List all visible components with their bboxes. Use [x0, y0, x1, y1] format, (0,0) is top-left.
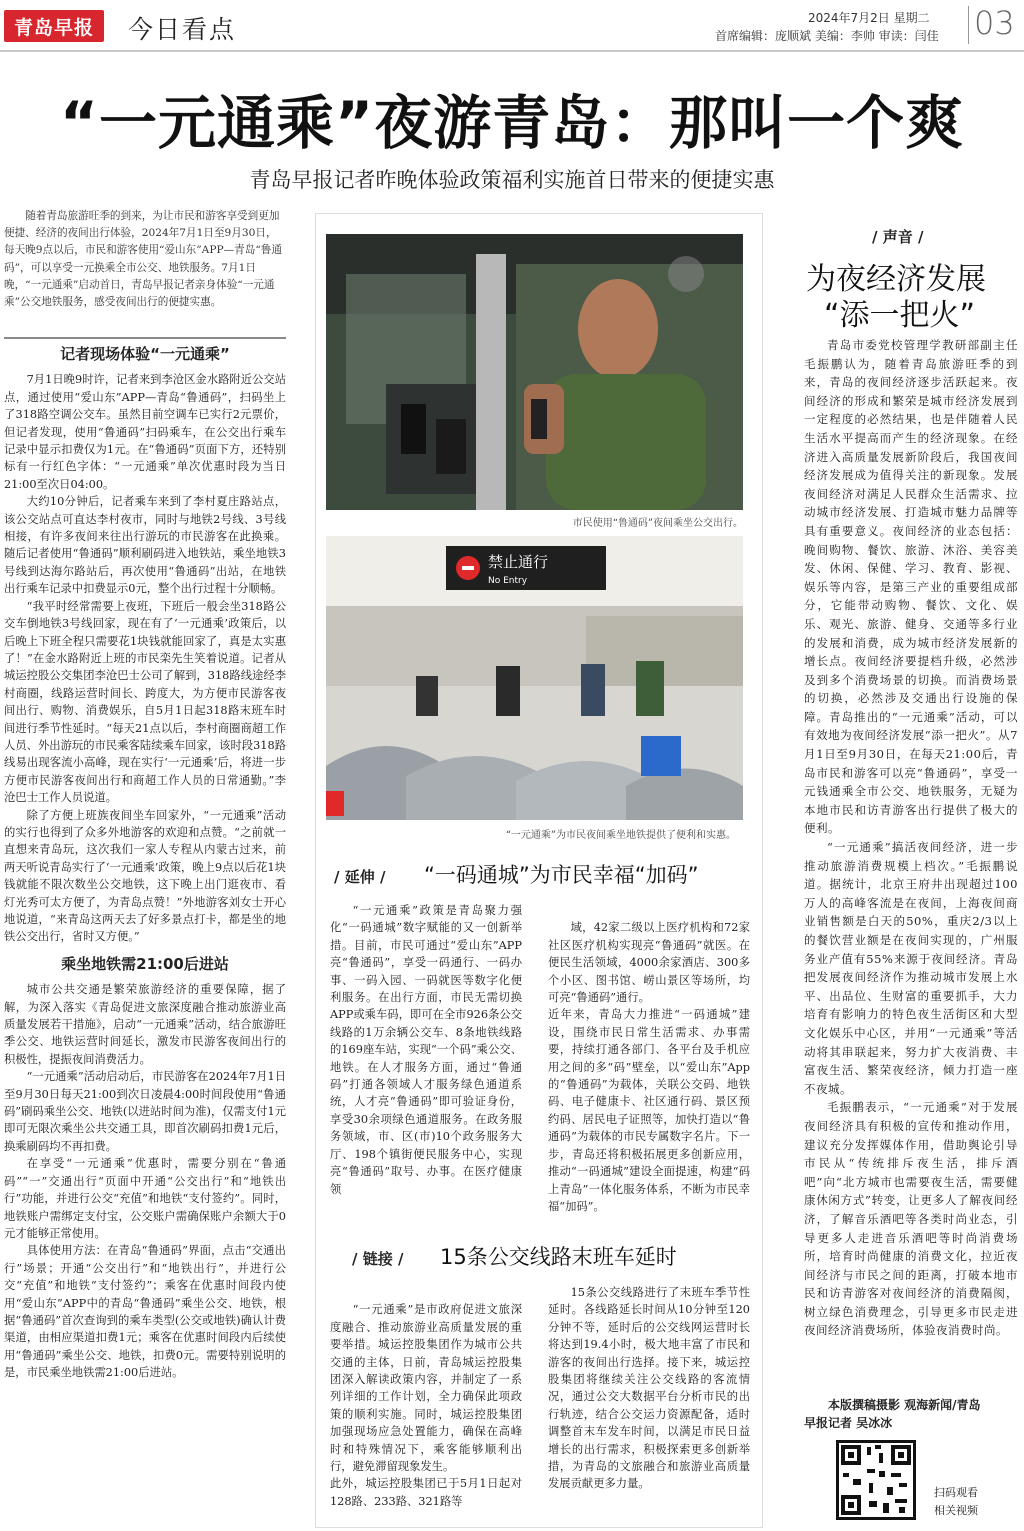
paragraph: “一元通乘”搞活夜间经济，进一步推动旅游消费规模上档次。”毛振鹏说道。据统计，北京王府井出现超过100万人的高峰客流是在夜间，上海夜间商业销售额是白天的50%，重庆2/3以上的餐饮营业额是在夜间实现的，广州服务业产值有55%来源于夜间经济。青岛把发展夜间经济作为推动城市发展上水平、出品位、生财富的重要抓手，大力培育有影响力的特色夜生活街区和大型文化娱乐中心区，并用“一元通乘”等活动将其串联起来，努力扩大夜消费、丰富夜生活、繁荣夜经济，倾力打造一座不夜城。: [804, 840, 1018, 1096]
editor-credits: 首席编辑：庞顺斌 美编：李帅 审读：闫佳: [715, 29, 939, 43]
newspaper-logo: 青岛早报: [4, 10, 104, 42]
byline-1: 本版撰稿摄影 观海新闻/青岛: [828, 1398, 981, 1412]
right-article-column: [804, 336, 1018, 1394]
lead-paragraph: [4, 208, 286, 336]
box1-tag: / 延伸 /: [334, 868, 386, 886]
lead-text: 随着青岛旅游旺季的到来，为让市民和游客享受到更加便捷、经济的夜间出行体验，2024年7月1日至9月30日，每天晚9点以后，市民和游客使用“爱山东”APP—青岛“鲁通码”，可以享受一元换乘全市公交、地铁服务。7月1日晚，“一元通乘”启动首日，青岛早报记者亲身体验“一元通乘”公交地铁服务，感受夜间出行的便捷实惠。: [4, 210, 282, 309]
no-entry-sign-text: 禁止通行: [488, 553, 549, 571]
voice-tag-label: 声音: [882, 228, 913, 246]
paragraph: 7月1日晚9时许，记者来到李沧区金水路附近公交站点，通过使用“爱山东”APP—青岛“鲁通码”，扫码坐上了318路空调公交车。虽然目前空调车已实行2元票价，但记者发现，使用“鲁通码”扫码乘车，在公交出行乘车记录中显示扣费仅为1元。在“鲁通码”页面下方，还特别标有一行红色字体：“一元通乘”单次优惠时段为当日21:00至次日04:00。: [4, 373, 286, 491]
lead-separator: [4, 337, 286, 339]
box1-col-left: [330, 902, 522, 1222]
paragraph: 青岛市委党校管理学教研部副主任毛振鹏认为，随着青岛旅游旺季的到来，青岛的夜间经济逐步活跃起来。夜间经济的形成和繁荣是城市经济发展到一定程度的必然结果，也是伴随着人民生活水平提高而产生的经济现象。在经济进入高质量发展新阶段后，我国夜间经济发展成为值得关注的新现象。发展夜间经济对满足人民群众生活需求、拉动城市经济发展、打造城市魅力品牌等具有重要意义。夜间经济的业态包括：晚间购物、餐饮、旅游、沐浴、美容美发、休闲、保健、学习、教育、影视、娱乐等内容，是第三产业的重要组成部分，它能带动购物、餐饮、文化、娱乐、观光、旅游、健身、交通等多行业的发展和消费，成为城市经济发展新的增长点。夜间经济要提档升级，必然涉及到多个消费场景的切换。而消费场景的切换，必然涉及交通出行设施的保障。青岛推出的“一元通乘”活动，可以有效地为夜间经济发展“添一把火”。从7月1日至9月30日，在每天21:00后，青岛市民和游客可以亮“鲁通码”，享受一元钱通乘全市公交、地铁服务，无疑为本地市民和访青游客出行提供了极大的便利。: [804, 338, 1018, 836]
header-rule: [0, 50, 1024, 52]
no-entry-sign-en: No Entry: [488, 576, 528, 586]
bus-photo: [326, 234, 743, 510]
left-article-column: [4, 346, 286, 1528]
qr-label-1: 扫码观看: [934, 1486, 978, 1499]
header-divider: [968, 6, 969, 44]
box1-col-right: [548, 902, 750, 1222]
box1-title: “一码通城”为市民幸福“加码”: [424, 863, 699, 887]
paragraph: “一元通乘”活动启动后，市民游客在2024年7月1日至9月30日每天21:00到次日凌晨4:00时间段使用“鲁通码”刷码乘坐公交、地铁(以进站时间为准)，仅需支付1元即可无限次乘坐公共交通工具，即首次刷码扣费1元后，换乘刷码均不再扣费。: [4, 1070, 286, 1153]
box1-text-left: “一元通乘”政策是青岛聚力强化“一码通城”数字赋能的又一创新举措。目前，市民可通过“爱山东”APP亮“鲁通码”，享受一码通行、一码办事、一码入园、一码就医等数字化便利服务。在出行方面，市民无需切换APP或乘车码，即可在全市926条公交线路的1万余辆公交车、8条地铁线路的169座车站，实现“一个码”乘公交、地铁。在人才服务方面，通过“鲁通码”打通各领域人才服务绿色通道系统，人才亮“鲁通码”即可验证身份，享受30余项绿色通道服务。在政务服务领域，市、区(市)10个政务服务大厅、198个镇街便民服务中心，实现亮“鲁通码”取号、办事。在医疗健康领: [330, 904, 522, 1196]
metro-photo-caption: “一元通乘”为市民夜间乘坐地铁提供了便利和实惠。: [505, 830, 736, 841]
box2-tag: / 链接 /: [352, 1250, 404, 1268]
bus-photo-caption: 市民使用“鲁通码”夜间乘坐公交出行。: [572, 518, 743, 529]
box2-col-left: [330, 1284, 522, 1524]
voice-tag: / 声音 /: [872, 228, 924, 246]
paragraph: 大约10分钟后，记者乘车来到了李村夏庄路站点，该公交站点可直达李村夜市，同时与地铁2号线、3号线相接，有许多夜间来往出行游玩的市民游客在此换乘。随后记者使用“鲁通码”顺利刷码进入地铁站，乘坐地铁3号线到达海尔路站后，再次使用“鲁通码”出站，在地铁出行乘车记录中扣费显示0元，整个出行过程十分顺畅。: [4, 495, 286, 596]
byline-2: 早报记者 吴冰冰: [804, 1416, 893, 1430]
page-number: 03: [974, 4, 1015, 42]
box1-tag-label: 延伸: [344, 868, 375, 886]
paragraph: 城市公共交通是繁荣旅游经济的重要保障，据了解，为深入落实《青岛促进文旅深度融合推动旅游业高质量发展若干措施》，启动“一元通乘”活动，结合旅游旺季公交、地铁运营时间延长，激发市民游客夜间出行的积极性，提振夜间消费活力。: [4, 983, 286, 1066]
section-heading-metro: 乘坐地铁需21:00后进站: [61, 954, 229, 973]
right-title-line1: 为夜经济发展: [806, 262, 986, 297]
paragraph: 在享受“一元通乘”优惠时，需要分别在“鲁通码”“一”交通出行“页面中开通“公交出行”和“地铁出行”功能，并进行公交“充值”和地铁“支付签约”。同时，地铁账户需绑定支付宝，公交账户需确保账户余额大于0元才能够正常使用。: [4, 1157, 286, 1240]
box2-tag-label: 链接: [362, 1250, 393, 1268]
metro-photo-image: [326, 536, 743, 820]
box1-text-right: 域，42家二级以上医疗机构和72家社区医疗机构实现亮“鲁通码”就医。在便民生活领域，4000余家酒店、300多个小区、图书馆、崂山景区等场所，均可亮“鲁通码”通行。 近年来，青岛大力推进“一码通城”建设，围绕市民日常生活需求、办事需要，持续打通各部门、各平台及手机应用之间的多“码”壁垒，以“爱山东”App的“鲁通码”为载体，关联公交码、地铁码、电子健康卡、社区通行码、景区预约码、居民电子证照等，加快打造以“鲁通码”为载体的市民专属数字名片。下一步，青岛还将积极拓展更多创新应用，推动“一码通城”建设全面提速，构建“码上青岛”一体化服务体系，不断为市民幸福“加码”。: [548, 921, 750, 1213]
issue-date: 2024年7月2日 星期二: [808, 11, 930, 25]
qr-label-2: 相关视频: [934, 1504, 978, 1517]
paragraph: 除了方便上班族夜间坐车回家外，“一元通乘”活动的实行也得到了众多外地游客的欢迎和点赞。“之前就一直想来青岛玩，这次我们一家人专程从内蒙古过来，前两天听说青岛实行了‘一元通乘’政策，晚上9点以后花1块钱就能不限次数坐公交地铁，这下晚上出门逛夜市、看灯光秀可太方便了，为青岛点赞！”外地游客刘女士开心地说道，“来青岛这两天去了好多景点打卡，都是坐的地铁公交出行，省时又方便。”: [4, 808, 286, 944]
paragraph: “我平时经常需要上夜班，下班后一般会坐318路公交车倒地铁3号线回家，现在有了‘一元通乘’政策后，以后晚上下班全程只需要花1块钱就能回家了，真是太实惠了！”在金水路附近上班的市民栾先生笑着说道。记者从城运控股公交集团李沧巴士公司了解到，318路线途经李村商圈，线路运营时间长、跨度大，为方便市民游客夜间出行、购物、消费娱乐，自5月1日起318路末班车时间进行季节性延时。“每天21点以后，李村商圈商超工作人员、外出游玩的市民乘客陆续乘车回家，该时段318路线易出现客流小高峰，现在实行‘一元通乘’后，将进一步方便市民游客夜间出行和商超工作人员的日常通勤。”李沧巴士工作人员说道。: [4, 599, 286, 805]
qr-code[interactable]: [836, 1440, 916, 1520]
box2-text-left: “一元通乘”是市政府促进文旅深度融合、推动旅游业高质量发展的重要举措。城运控股集团作为城市公共交通的主体，日前，青岛城运控股集团深入解读政策内容，并制定了一系列详细的工作计划，全力确保此项政策的顺利实施。同时，城运控股集团加强现场应急处置能力，确保在高峰时和特殊情况下，乘客能够顺利出行，避免滞留现象发生。 此外，城运控股集团已于5月1日起对128路、233路、321路等: [330, 1303, 522, 1508]
section-heading-experience: 记者现场体验“一元通乘”: [60, 346, 230, 363]
right-title-line2: “添一把火”: [824, 298, 976, 333]
bus-photo-image: [326, 234, 743, 510]
headline: “一元通乘”夜游青岛：那叫一个爽: [59, 89, 965, 157]
box2-col-right: [548, 1284, 750, 1524]
section-name: 今日看点: [128, 15, 237, 44]
subheadline: 青岛早报记者昨晚体验政策福利实施首日带来的便捷实惠: [249, 168, 775, 192]
paragraph: 毛振鹏表示，“一元通乘”对于发展夜间经济具有积极的宣传和推动作用，建议充分发挥媒体作用，借助舆论引导市民从“传统排斥夜生活，排斥酒吧”向“北方城市也需要夜生活，需要健康休闲方式”转变，让更多人了解夜间经济，了解音乐酒吧等各类时尚业态，引导更多人走进音乐酒吧等时尚消费场所，培育时尚健康的消费文化，拉近夜间经济与市民之间的距离，打破本地市民和访青游客对夜间经济的消费隔阂，树立绿色消费理念，引导更多市民走进夜间经济消费场所，体验夜消费时尚。: [804, 1100, 1018, 1338]
box2-text-right: 15条公交线路进行了末班车季节性延时。各线路延长时间从10分钟至120分钟不等，延时后的公交线网运营时长将达到19.4小时，极大地丰富了市民和游客的夜间出行选择。接下来，城运控股集团将继续关注公交线路的客流情况，通过公交大数据平台分析市民的出行轨迹，结合公交运力资源配备，适时调整首末车发车时间，以满足市民日益增长的出行需求，积极探索更多创新举措，为青岛的文旅融合和旅游业高质量发展贡献更多力量。: [548, 1286, 750, 1491]
qr-code-pattern: [839, 1443, 913, 1517]
metro-photo: [326, 536, 743, 820]
paragraph: 具体使用方法：在青岛“鲁通码”界面，点击“交通出行”场景；开通“公交出行”和“地铁出行”，并进行公交“充值”和地铁“支付签约”；乘客在优惠时间段内使用“爱山东”APP中的青岛“鲁通码”乘坐公交、地铁，根据“鲁通码”首次查询到的乘车类型(公交或地铁)确认计费渠道，由相应渠道扣费1元；乘客在优惠时间段内后续使用“鲁通码”乘坐公交、地铁，扣费0元。需要特别说明的是，市民乘坐地铁需21:00后进站。: [4, 1244, 286, 1380]
box2-title: 15条公交线路末班车延时: [440, 1245, 677, 1269]
